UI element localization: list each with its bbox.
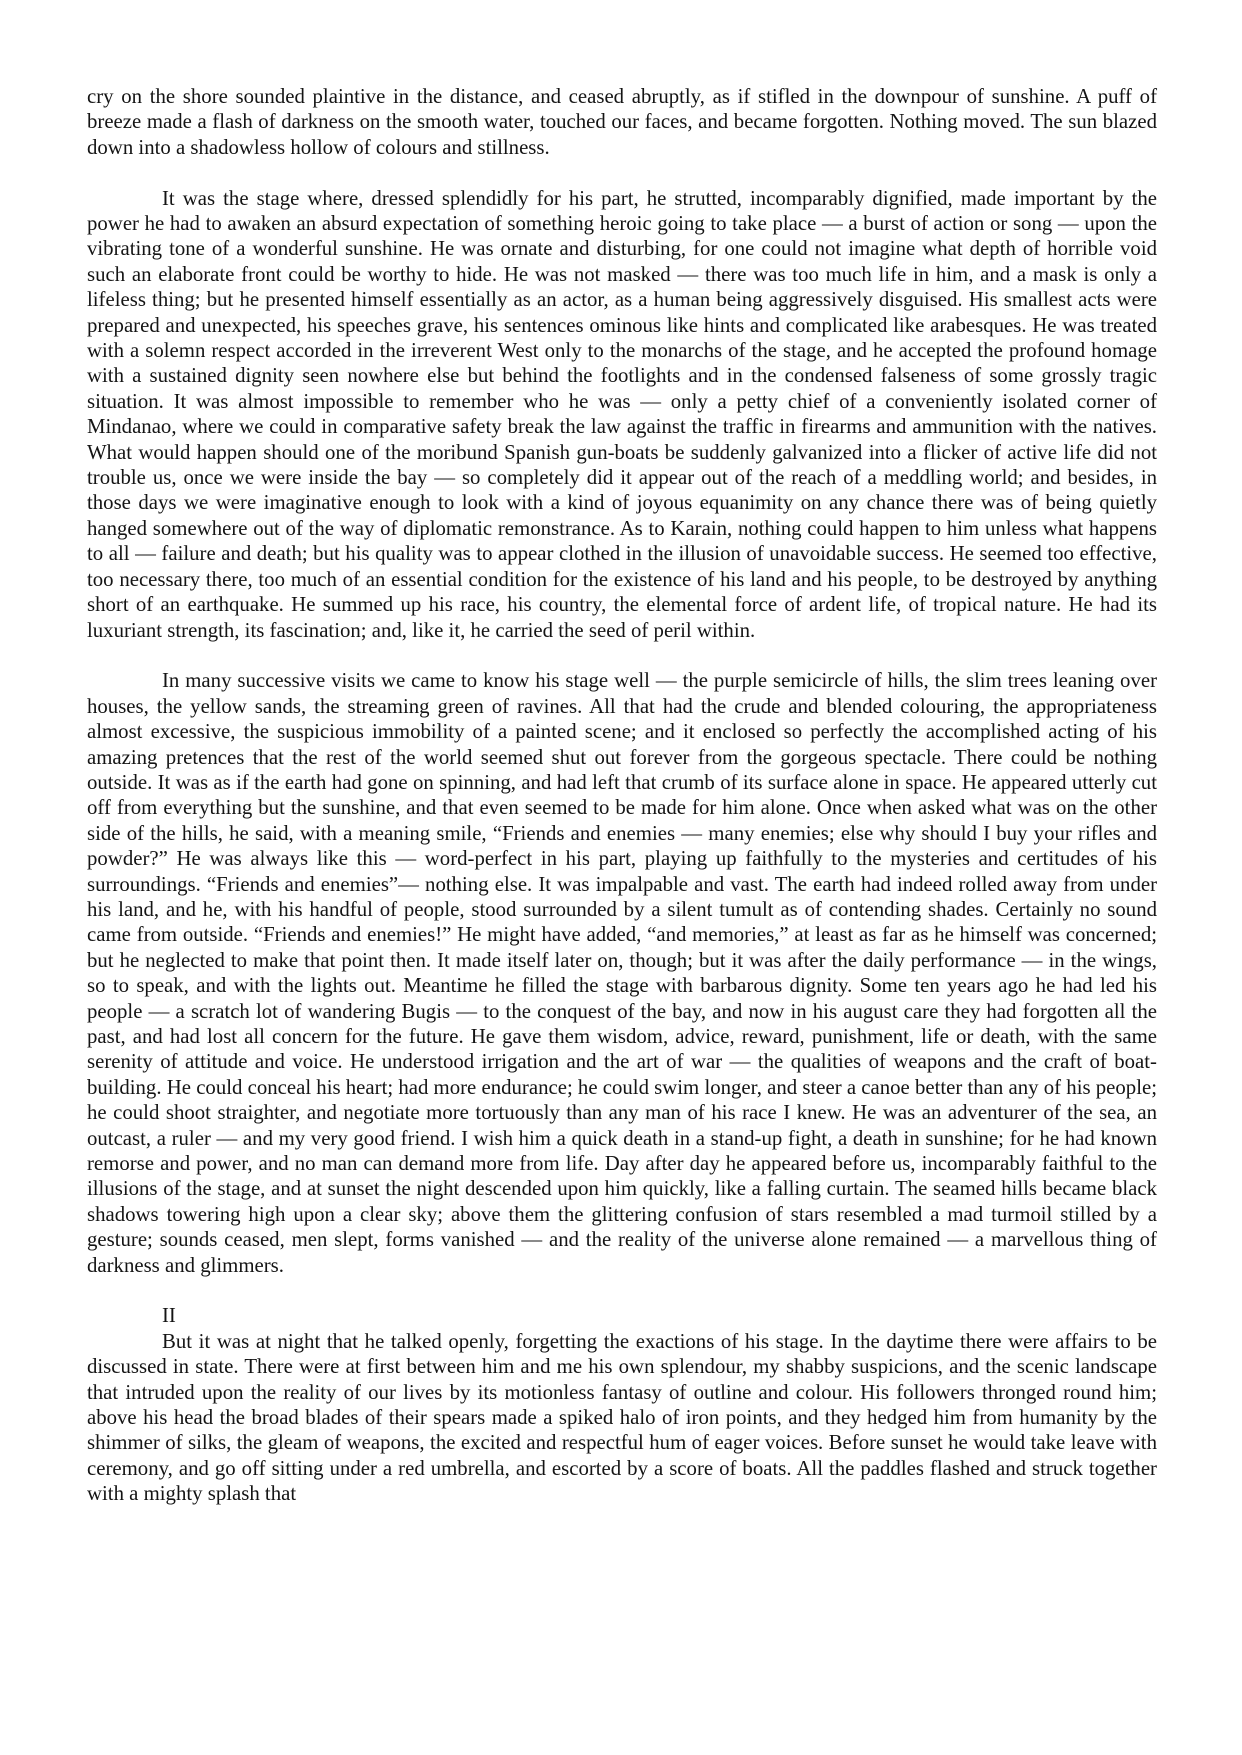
paragraph-stage: It was the stage where, dressed splendidly for his part, he strutted, incomparably dignified, made important by the power he had to awaken an absurd expectation of something heroic going to take place — a burst of action or song — upon the vibrating tone of a wonderful sunshine. He was ornate and disturbing, for one could not imagine what depth of horrible void such an elaborate front could be worthy to hide. He was not masked — there was too much life in him, and a mask is only a lifeless thing; but he presented himself essentially as an actor, as a human being aggressively disguised. His smallest acts were prepared and unexpected, his speeches grave, his sentences ominous like hints and complicated like arabesques. He was treated with a solemn respect accorded in the irreverent West only to the monarchs of the stage, and he accepted the profound homage with a sustained dignity seen nowhere else but behind the footlights and in the condensed falseness of some grossly tragic situation. It was almost impossible to remember who he was — only a petty chief of a conveniently isolated corner of Mindanao, where we could in comparative safety break the law against the traffic in firearms and ammunition with the natives. What would happen should one of the moribund Spanish gun-boats be suddenly galvanized into a flicker of active life did not trouble us, once we were inside the bay — so completely did it appear out of the reach of a meddling world; and besides, in those days we were imaginative enough to look with a kind of joyous equanimity on any chance there was of being quietly hanged somewhere out of the way of diplomatic remonstrance. As to Karain, nothing could happen to him unless what happens to all — failure and death; but his quality was to appear clothed in the illusion of unavoidable success. He seemed too effective, too necessary there, too much of an essential condition for the existence of his land and his people, to be destroyed by anything short of an earthquake. He summed up his race, his country, the elemental force of ardent life, of tropical nature. He had its luxuriant strength, its fascination; and, like it, he carried the seed of peril within. [87, 186, 1157, 642]
paragraph-visits: In many successive visits we came to know his stage well — the purple semicircle of hills, the slim trees leaning over houses, the yellow sands, the streaming green of ravines. All that had the crude and blended colouring, the appropriateness almost excessive, the suspicious immobility of a painted scene; and it enclosed so perfectly the accomplished acting of his amazing pretences that the rest of the world seemed shut out forever from the gorgeous spectacle. There could be nothing outside. It was as if the earth had gone on spinning, and had left that crumb of its surface alone in space. He appeared utterly cut off from everything but the sunshine, and that even seemed to be made for him alone. Once when asked what was on the other side of the hills, he said, with a meaning smile, “Friends and enemies — many enemies; else why should I buy your rifles and powder?” He was always like this — word-perfect in his part, playing up faithfully to the mysteries and certitudes of his surroundings. “Friends and enemies”— nothing else. It was impalpable and vast. The earth had indeed rolled away from under his land, and he, with his handful of people, stood surrounded by a silent tumult as of contending shades. Certainly no sound came from outside. “Friends and enemies!” He might have added, “and memories,” at least as far as he himself was concerned; but he neglected to make that point then. It made itself later on, though; but it was after the daily performance — in the wings, so to speak, and with the lights out. Meantime he filled the stage with barbarous dignity. Some ten years ago he had led his people — a scratch lot of wandering Bugis — to the conquest of the bay, and now in his august care they had forgotten all the past, and had lost all concern for the future. He gave them wisdom, advice, reward, punishment, life or death, with the same serenity of attitude and voice. He understood irrigation and the art of war — the qualities of weapons and the craft of boat-building. He could conceal his heart; had more endurance; he could swim longer, and steer a canoe better than any of his people; he could shoot straighter, and negotiate more tortuously than any man of his race I knew. He was an adventurer of the sea, an outcast, a ruler — and my very good friend. I wish him a quick death in a stand-up fight, a death in sunshine; for he had known remorse and power, and no man can demand more from life. Day after day he appeared before us, incomparably faithful to the illusions of the stage, and at sunset the night descended upon him quickly, like a falling curtain. The seamed hills became black shadows towering high upon a clear sky; above them the glittering confusion of stars resembled a mad turmoil stilled by a gesture; sounds ceased, men slept, forms vanished — and the reality of the universe alone remained — a marvellous thing of darkness and glimmers. [87, 669, 1157, 1277]
section-heading: II [162, 1304, 176, 1328]
document-page [87, 84, 1157, 1532]
paragraph-section-two: But it was at night that he talked openly, forgetting the exactions of his stage. In the daytime there were affairs to be discussed in state. There were at first between him and me his own splendour, my shabby suspicions, and the scenic landscape that intruded upon the reality of our lives by its motionless fantasy of outline and colour. His followers thronged round him; above his head the broad blades of their spears made a spiked halo of iron points, and they hedged him from humanity by the shimmer of silks, the gleam of weapons, the excited and respectful hum of eager voices. Before sunset he would take leave with ceremony, and go off sitting under a red umbrella, and escorted by a score of boats. All the paddles flashed and struck together with a mighty splash that [87, 1329, 1157, 1506]
paragraph-continued: cry on the shore sounded plaintive in the distance, and ceased abruptly, as if stifled in the downpour of sunshine. A puff of breeze made a flash of darkness on the smooth water, touched our faces, and became forgotten. Nothing moved. The sun blazed down into a shadowless hollow of colours and stillness. [87, 85, 1157, 159]
